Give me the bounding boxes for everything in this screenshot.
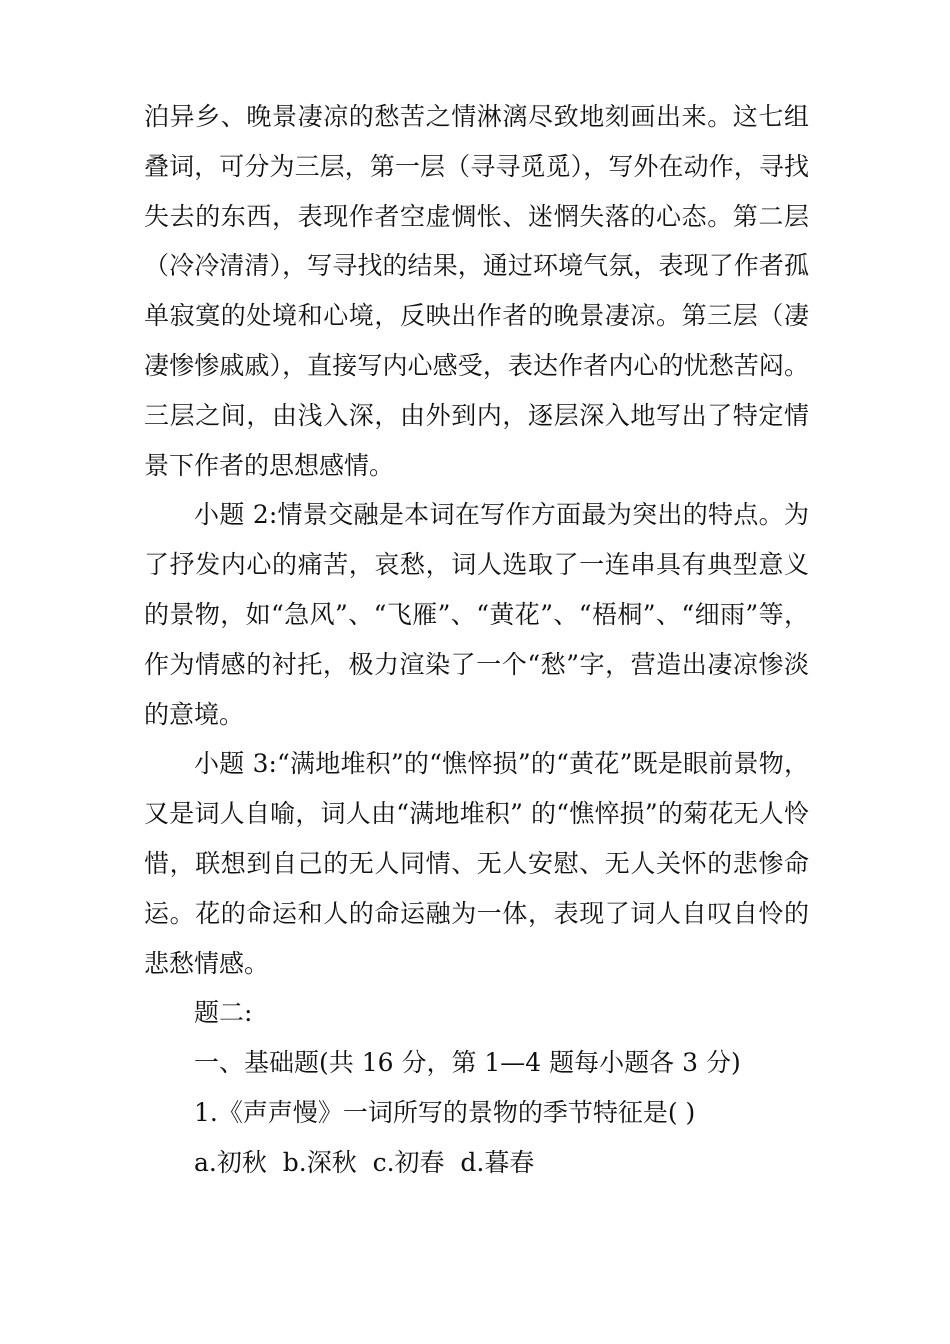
document-page — [144, 92, 809, 1188]
part-heading: 一、基础题(共 16 分，第 1—4 题每小题各 3 分) — [194, 1048, 741, 1078]
answer-paragraph-2: 小题 2:情景交融是本词在写作方面最为突出的特点。为了抒发内心的痛苦，哀愁，词人选取了一连串具有典型意义的景物，如“急风”、“飞雁”、“黄花”、“梧桐”、“细雨”等，作为情感的衬托，极力渲染了一个“愁”字，营造出凄凉惨淡的意境。 — [144, 500, 809, 729]
question-1-options: a.初秋 b.深秋 c.初春 d.暮春 — [194, 1147, 535, 1177]
answer-paragraph-3: 小题 3:“满地堆积”的“憔悴损”的“黄花”既是眼前景物，又是词人自喻，词人由“满地堆积” 的“憔悴损”的菊花无人怜惜，联想到自己的无人同情、无人安慰、无人关怀的悲惨命运。花的命运和人的命运融为一体，表现了词人自叹自怜的悲愁情感。 — [144, 749, 809, 978]
answer-paragraph-1: 泊异乡、晚景凄凉的愁苦之情淋漓尽致地刻画出来。这七组叠词，可分为三层，第一层（寻寻觅觅），写外在动作，寻找失去的东西，表现作者空虚惆怅、迷惘失落的心态。第二层（冷冷清清），写寻找的结果，通过环境气氛，表现了作者孤单寂寞的处境和心境，反映出作者的晚景凄凉。第三层（凄凄惨惨戚戚），直接写内心感受，表达作者内心的忧愁苦闷。三层之间，由浅入深，由外到内，逐层深入地写出了特定情景下作者的思想感情。 — [144, 102, 809, 480]
question-1-stem: 1.《声声慢》一词所写的景物的季节特征是( ) — [194, 1097, 696, 1127]
section-title: 题二: — [194, 998, 253, 1028]
